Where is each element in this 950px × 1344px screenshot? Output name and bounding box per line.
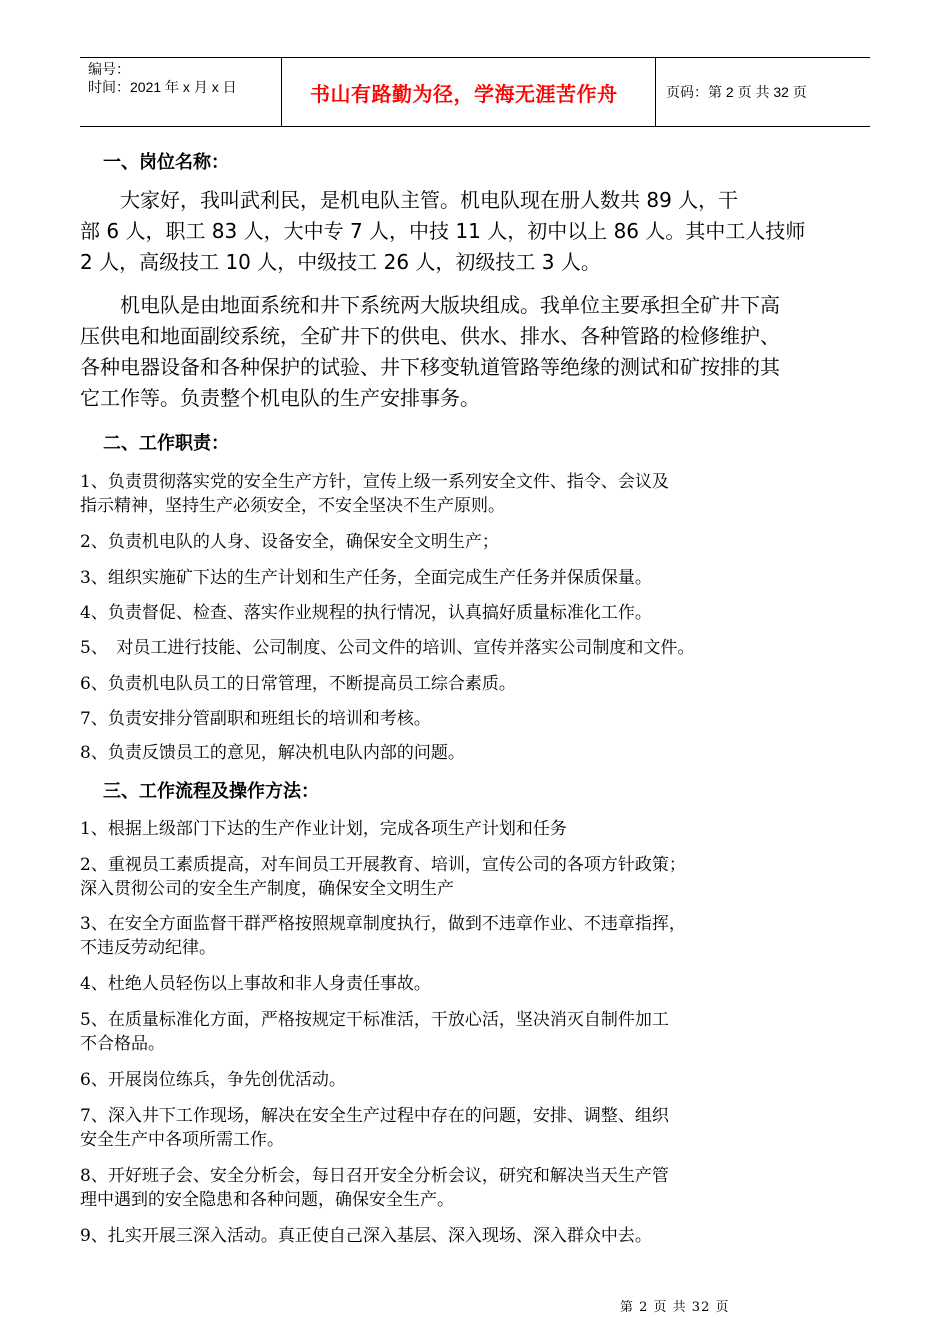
duty-line: 6、负责机电队员工的日常管理，不断提高员工综合素质。 bbox=[80, 674, 516, 694]
document-time-label: 时间：2021 年 x 月 x 日 bbox=[88, 79, 237, 95]
section-title-position: 一、岗位名称： bbox=[103, 152, 229, 173]
page-header bbox=[80, 57, 870, 127]
duty-item bbox=[80, 601, 880, 625]
duty-item bbox=[80, 707, 880, 731]
duty-item bbox=[80, 470, 880, 518]
workflow-line: 理中遇到的安全隐患和各种问题，确保安全生产。 bbox=[80, 1190, 454, 1210]
intro-line: 2 人，高级技工 10 人，中级技工 26 人，初级技工 3 人。 bbox=[80, 250, 601, 274]
workflow-item bbox=[80, 1104, 880, 1152]
duty-line: 5、 对员工进行技能、公司制度、公司文件的培训、宣传并落实公司制度和文件。 bbox=[80, 638, 695, 658]
workflow-line: 不合格品。 bbox=[80, 1034, 165, 1054]
section-title-duties: 二、工作职责： bbox=[103, 433, 229, 454]
document-number-label: 编号： bbox=[88, 61, 130, 77]
header-meta bbox=[80, 58, 282, 126]
workflow-item bbox=[80, 1068, 880, 1092]
intro-line: 部 6 人，职工 83 人，大中专 7 人，中技 11 人，初中以上 86 人。其中工人技师 bbox=[80, 219, 806, 243]
duty-line: 3、组织实施矿下达的生产计划和生产任务，全面完成生产任务并保质保量。 bbox=[80, 568, 652, 588]
workflow-item bbox=[80, 853, 880, 901]
workflow-line: 9、扎实开展三深入活动。真正使自己深入基层、深入现场、深入群众中去。 bbox=[80, 1226, 652, 1246]
intro-line: 大家好，我叫武利民，是机电队主管。机电队现在册人数共 89 人，干 bbox=[80, 188, 739, 212]
description-line: 各种电器设备和各种保护的试验、井下移变轨道管路等绝缘的测试和矿按排的其 bbox=[80, 355, 780, 379]
section-title-workflow: 三、工作流程及操作方法： bbox=[103, 781, 319, 802]
workflow-line: 7、深入井下工作现场，解决在安全生产过程中存在的问题，安排、调整、组织 bbox=[80, 1106, 669, 1126]
workflow-line: 2、重视员工素质提高，对车间员工开展教育、培训，宣传公司的各项方针政策； bbox=[80, 855, 686, 875]
duty-item bbox=[80, 741, 880, 765]
workflow-line: 安全生产中各项所需工作。 bbox=[80, 1130, 284, 1150]
duty-line: 指示精神，坚持生产必须安全，不安全坚决不生产原则。 bbox=[80, 496, 505, 516]
unit-description-paragraph bbox=[80, 290, 865, 414]
workflow-line: 不违反劳动纪律。 bbox=[80, 938, 216, 958]
duty-item bbox=[80, 672, 880, 696]
duty-item bbox=[80, 566, 880, 590]
workflow-line: 1、根据上级部门下达的生产作业计划，完成各项生产计划和任务 bbox=[80, 819, 567, 839]
workflow-item bbox=[80, 972, 880, 996]
workflow-line: 5、在质量标准化方面，严格按规定干标准活，干放心活，坚决消灭自制件加工 bbox=[80, 1010, 669, 1030]
workflow-item bbox=[80, 1008, 880, 1056]
description-line: 它工作等。负责整个机电队的生产安排事务。 bbox=[80, 386, 480, 410]
header-page-info: 页码：第 2 页 共 32 页 bbox=[666, 84, 807, 100]
workflow-item bbox=[80, 1224, 880, 1248]
workflow-item bbox=[80, 817, 880, 841]
duty-line: 2、负责机电队的人身、设备安全，确保安全文明生产； bbox=[80, 532, 499, 552]
duty-item bbox=[80, 636, 880, 660]
duty-item bbox=[80, 530, 880, 554]
duty-line: 7、负责安排分管副职和班组长的培训和考核。 bbox=[80, 709, 431, 729]
description-line: 压供电和地面副绞系统，全矿井下的供电、供水、排水、各种管路的检修维护、 bbox=[80, 324, 780, 348]
page-footer-number: 第 2 页 共 32 页 bbox=[620, 1300, 730, 1315]
intro-paragraph bbox=[80, 185, 865, 278]
workflow-line: 4、杜绝人员轻伤以上事故和非人身责任事故。 bbox=[80, 974, 431, 994]
header-motto: 书山有路勤为径，学海无涯苦作舟 bbox=[282, 58, 656, 126]
workflow-line: 深入贯彻公司的安全生产制度，确保安全文明生产 bbox=[80, 879, 454, 899]
duty-line: 8、负责反馈员工的意见，解决机电队内部的问题。 bbox=[80, 743, 465, 763]
workflow-line: 6、开展岗位练兵，争先创优活动。 bbox=[80, 1070, 346, 1090]
workflow-line: 8、开好班子会、安全分析会，每日召开安全分析会议，研究和解决当天生产管 bbox=[80, 1166, 669, 1186]
duty-line: 4、负责督促、检查、落实作业规程的执行情况，认真搞好质量标准化工作。 bbox=[80, 603, 652, 623]
workflow-line: 3、在安全方面监督干群严格按照规章制度执行，做到不违章作业、不违章指挥， bbox=[80, 914, 686, 934]
description-line: 机电队是由地面系统和井下系统两大版块组成。我单位主要承担全矿井下高 bbox=[80, 293, 780, 317]
workflow-item bbox=[80, 912, 880, 960]
workflow-item bbox=[80, 1164, 880, 1212]
duty-line: 1、负责贯彻落实党的安全生产方针，宣传上级一系列安全文件、指令、会议及 bbox=[80, 472, 669, 492]
